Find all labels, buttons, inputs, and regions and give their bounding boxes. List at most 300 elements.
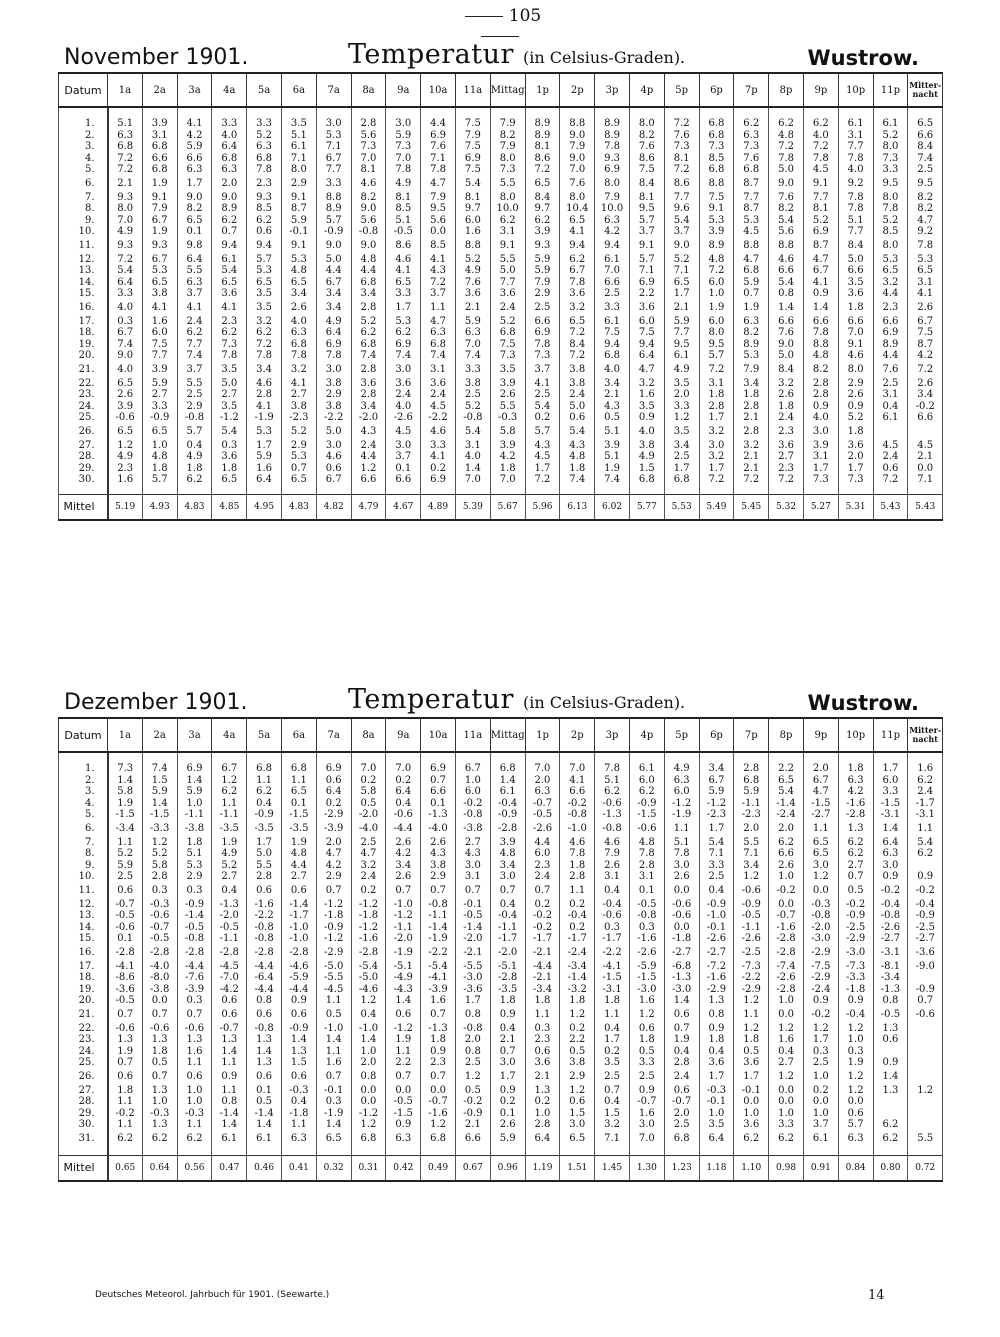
value-cell: 0.3: [108, 316, 143, 328]
value-cell: 3.2: [873, 277, 908, 289]
value-cell: 0.4: [769, 1046, 804, 1058]
value-cell: 3.1: [699, 378, 734, 390]
value-cell: 7.6: [421, 141, 456, 153]
value-cell: 0.7: [595, 1085, 630, 1097]
value-cell: 6.1: [873, 107, 908, 130]
value-cell: 8.0: [108, 203, 143, 215]
value-cell: 8.9: [525, 107, 560, 130]
value-cell: 4.2: [908, 350, 943, 362]
mean-cell: 5.45: [734, 494, 769, 520]
column-header: 9p: [803, 73, 838, 107]
value-cell: 6.7: [212, 752, 247, 775]
value-cell: -0.9: [629, 798, 664, 810]
value-cell: -3.1: [873, 945, 908, 961]
value-cell: 8.6: [629, 153, 664, 165]
value-cell: 5.4: [212, 424, 247, 440]
value-cell: 1.8: [421, 1034, 456, 1046]
value-cell: 2.3: [212, 316, 247, 328]
value-cell: 4.5: [873, 440, 908, 452]
value-cell: 4.8: [281, 265, 316, 277]
value-cell: 0.4: [351, 1007, 386, 1023]
value-cell: 6.2: [247, 786, 282, 798]
value-cell: 0.0: [664, 922, 699, 934]
value-cell: 9.5: [421, 203, 456, 215]
value-cell: -4.4: [177, 961, 212, 973]
value-cell: -1.0: [316, 1023, 351, 1035]
value-cell: 0.9: [212, 1069, 247, 1085]
value-cell: 1.8: [490, 463, 525, 475]
value-cell: 0.7: [421, 1069, 456, 1085]
value-cell: 6.8: [108, 141, 143, 153]
value-cell: -0.1: [734, 1085, 769, 1097]
value-cell: 7.8: [281, 350, 316, 362]
value-cell: 3.0: [386, 440, 421, 452]
value-cell: 8.7: [803, 238, 838, 254]
value-cell: 7.2: [664, 164, 699, 176]
value-cell: 4.4: [316, 265, 351, 277]
value-cell: 0.0: [769, 1085, 804, 1097]
value-cell: -5.1: [490, 961, 525, 973]
value-cell: -1.4: [212, 1108, 247, 1120]
value-cell: 2.5: [873, 378, 908, 390]
value-cell: 9.1: [629, 238, 664, 254]
value-cell: 3.4: [908, 389, 943, 401]
value-cell: 5.3: [386, 316, 421, 328]
value-cell: 0.9: [490, 1085, 525, 1097]
value-cell: -0.4: [560, 910, 595, 922]
value-cell: 8.1: [629, 192, 664, 204]
value-cell: 0.4: [490, 1023, 525, 1035]
value-cell: 1.4: [212, 1046, 247, 1058]
value-cell: -0.2: [525, 910, 560, 922]
value-cell: -0.2: [908, 401, 943, 413]
value-cell: -0.5: [525, 809, 560, 821]
value-cell: 6.3: [664, 775, 699, 787]
value-cell: 6.2: [629, 786, 664, 798]
value-cell: 8.4: [838, 238, 873, 254]
value-cell: -1.6: [769, 922, 804, 934]
value-cell: -2.6: [525, 821, 560, 837]
value-cell: 4.1: [177, 107, 212, 130]
value-cell: -0.3: [177, 1108, 212, 1120]
value-cell: 1.4: [873, 1069, 908, 1085]
value-cell: 8.2: [629, 130, 664, 142]
value-cell: 8.6: [525, 153, 560, 165]
value-cell: -1.5: [803, 798, 838, 810]
value-cell: -8.6: [108, 972, 143, 984]
value-cell: 8.7: [734, 176, 769, 192]
value-cell: 0.6: [281, 1007, 316, 1023]
value-cell: 6.3: [873, 848, 908, 860]
value-cell: 6.6: [455, 1131, 490, 1147]
value-cell: -2.2: [247, 910, 282, 922]
value-cell: -7.6: [177, 972, 212, 984]
value-cell: 7.5: [629, 327, 664, 339]
value-cell: 4.0: [838, 164, 873, 176]
date-cell: 14.: [59, 922, 108, 934]
mean-cell: 0.80: [873, 1155, 908, 1181]
value-cell: -2.3: [699, 809, 734, 821]
value-cell: 7.5: [699, 192, 734, 204]
value-cell: -1.9: [386, 945, 421, 961]
value-cell: 2.4: [421, 389, 456, 401]
date-cell: 21.: [59, 1007, 108, 1023]
value-cell: 6.5: [908, 265, 943, 277]
value-cell: 1.7: [699, 463, 734, 475]
value-cell: 6.8: [734, 164, 769, 176]
date-cell: 13.: [59, 910, 108, 922]
value-cell: 7.9: [595, 192, 630, 204]
value-cell: 0.0: [734, 1096, 769, 1108]
value-cell: 2.5: [455, 389, 490, 401]
value-cell: 9.0: [769, 176, 804, 192]
value-cell: 0.5: [316, 1007, 351, 1023]
value-cell: 9.4: [212, 238, 247, 254]
value-cell: 3.6: [838, 288, 873, 300]
value-cell: 0.2: [490, 1096, 525, 1108]
value-cell: 7.5: [595, 327, 630, 339]
value-cell: 7.1: [595, 1131, 630, 1147]
value-cell: -2.2: [734, 972, 769, 984]
value-cell: -3.8: [177, 821, 212, 837]
value-cell: 4.6: [769, 254, 804, 266]
value-cell: 5.9: [525, 265, 560, 277]
table-row: [59, 362, 943, 378]
value-cell: -2.7: [699, 945, 734, 961]
value-cell: -5.4: [351, 961, 386, 973]
table-row: [59, 412, 943, 424]
column-header: 6p: [699, 718, 734, 752]
value-cell: 1.0: [455, 775, 490, 787]
value-cell: 2.5: [108, 871, 143, 883]
value-cell: 7.8: [908, 238, 943, 254]
value-cell: 8.4: [525, 192, 560, 204]
value-cell: 3.6: [421, 378, 456, 390]
value-cell: 1.2: [212, 775, 247, 787]
value-cell: 1.3: [142, 1119, 177, 1131]
value-cell: 6.2: [838, 837, 873, 849]
value-cell: 3.8: [455, 378, 490, 390]
value-cell: 9.3: [595, 153, 630, 165]
value-cell: 7.8: [664, 848, 699, 860]
mean-cell: 0.96: [490, 1155, 525, 1181]
value-cell: -0.2: [455, 798, 490, 810]
value-cell: 3.9: [699, 226, 734, 238]
value-cell: 0.6: [560, 412, 595, 424]
value-cell: 2.2: [769, 752, 804, 775]
value-cell: 0.4: [490, 899, 525, 911]
value-cell: -4.2: [212, 984, 247, 996]
value-cell: 9.5: [629, 203, 664, 215]
value-cell: 1.7: [664, 288, 699, 300]
column-header: 4a: [212, 73, 247, 107]
value-cell: 3.3: [247, 107, 282, 130]
date-cell: 24.: [59, 1046, 108, 1058]
value-cell: 1.3: [142, 1085, 177, 1097]
value-cell: 0.0: [803, 883, 838, 899]
value-cell: -0.3: [803, 899, 838, 911]
value-cell: 9.0: [351, 238, 386, 254]
value-cell: -0.9: [316, 226, 351, 238]
value-cell: 9.0: [664, 238, 699, 254]
value-cell: -2.8: [142, 945, 177, 961]
table-row: [59, 327, 943, 339]
value-cell: 4.1: [560, 226, 595, 238]
table-row: [59, 995, 943, 1007]
value-cell: 6.5: [142, 424, 177, 440]
value-cell: 8.4: [629, 176, 664, 192]
date-cell: 20.: [59, 995, 108, 1007]
value-cell: 6.3: [734, 316, 769, 328]
mean-cell: 5.19: [108, 494, 143, 520]
value-cell: 1.3: [247, 1034, 282, 1046]
value-cell: 1.8: [560, 463, 595, 475]
value-cell: 1.5: [142, 775, 177, 787]
value-cell: -0.8: [803, 910, 838, 922]
value-cell: 0.6: [664, 1007, 699, 1023]
value-cell: 3.5: [247, 300, 282, 316]
column-header: 3p: [595, 73, 630, 107]
value-cell: 3.4: [247, 362, 282, 378]
value-cell: [908, 1057, 943, 1069]
value-cell: 7.8: [525, 339, 560, 351]
value-cell: -2.2: [421, 945, 456, 961]
value-cell: 6.3: [177, 277, 212, 289]
value-cell: 5.3: [734, 350, 769, 362]
value-cell: 0.7: [421, 1007, 456, 1023]
value-cell: -1.8: [281, 1108, 316, 1120]
value-cell: 1.2: [455, 1069, 490, 1085]
value-cell: -1.2: [386, 910, 421, 922]
value-cell: 1.2: [838, 1069, 873, 1085]
value-cell: -2.1: [525, 945, 560, 961]
value-cell: -5.5: [455, 961, 490, 973]
column-header: 1p: [525, 73, 560, 107]
value-cell: 0.7: [212, 226, 247, 238]
table-row: [59, 1131, 943, 1147]
table-row: [59, 1023, 943, 1035]
value-cell: -0.1: [699, 922, 734, 934]
date-cell: 10.: [59, 871, 108, 883]
value-cell: 7.0: [455, 339, 490, 351]
value-cell: 6.2: [595, 786, 630, 798]
value-cell: 3.4: [699, 752, 734, 775]
value-cell: 1.8: [769, 401, 804, 413]
value-cell: -2.9: [699, 984, 734, 996]
value-cell: -0.3: [490, 412, 525, 424]
value-cell: 7.4: [386, 350, 421, 362]
value-cell: 0.4: [699, 883, 734, 899]
value-cell: 3.5: [629, 401, 664, 413]
value-cell: -5.1: [386, 961, 421, 973]
value-cell: 0.6: [525, 1046, 560, 1058]
value-cell: 5.1: [838, 215, 873, 227]
value-cell: 9.4: [595, 238, 630, 254]
value-cell: 8.9: [699, 238, 734, 254]
value-cell: -0.7: [629, 1096, 664, 1108]
value-cell: -2.3: [281, 412, 316, 424]
column-header: 11p: [873, 73, 908, 107]
mean-cell: 4.85: [212, 494, 247, 520]
value-cell: 5.0: [769, 164, 804, 176]
value-cell: 3.3: [455, 362, 490, 378]
value-cell: 6.1: [595, 254, 630, 266]
value-cell: 6.5: [560, 316, 595, 328]
value-cell: 3.4: [351, 288, 386, 300]
value-cell: 0.1: [629, 883, 664, 899]
value-cell: 0.4: [212, 883, 247, 899]
value-cell: 6.2: [386, 327, 421, 339]
value-cell: 6.9: [525, 327, 560, 339]
value-cell: 7.0: [386, 153, 421, 165]
value-cell: -1.1: [421, 910, 456, 922]
value-cell: -4.0: [421, 821, 456, 837]
value-cell: 5.4: [908, 837, 943, 849]
value-cell: 6.1: [212, 254, 247, 266]
value-cell: 2.5: [351, 837, 386, 849]
value-cell: -1.7: [525, 933, 560, 945]
value-cell: 2.1: [734, 412, 769, 424]
value-cell: 7.7: [142, 350, 177, 362]
value-cell: -1.8: [664, 933, 699, 945]
value-cell: 3.5: [212, 362, 247, 378]
value-cell: 5.9: [664, 316, 699, 328]
value-cell: 3.0: [873, 860, 908, 872]
mean-cell: 4.89: [421, 494, 456, 520]
value-cell: 3.5: [281, 107, 316, 130]
mean-cell: 0.49: [421, 1155, 456, 1181]
value-cell: -1.5: [386, 1108, 421, 1120]
value-cell: 1.3: [177, 1034, 212, 1046]
value-cell: -4.6: [281, 961, 316, 973]
value-cell: 6.8: [247, 752, 282, 775]
value-cell: 6.0: [699, 316, 734, 328]
value-cell: 3.1: [455, 440, 490, 452]
date-cell: 31.: [59, 1131, 108, 1147]
value-cell: 6.5: [281, 474, 316, 486]
value-cell: 2.1: [908, 451, 943, 463]
value-cell: 5.2: [803, 215, 838, 227]
value-cell: 3.4: [734, 378, 769, 390]
value-cell: 0.9: [386, 1119, 421, 1131]
value-cell: 6.2: [908, 775, 943, 787]
value-cell: 6.1: [212, 1131, 247, 1147]
value-cell: -0.9: [734, 899, 769, 911]
value-cell: 6.8: [699, 164, 734, 176]
value-cell: 0.5: [560, 1046, 595, 1058]
value-cell: 6.6: [769, 265, 804, 277]
value-cell: 5.3: [908, 254, 943, 266]
value-cell: 7.9: [525, 277, 560, 289]
value-cell: 7.2: [108, 153, 143, 165]
value-cell: 6.4: [525, 1131, 560, 1147]
value-cell: 8.1: [455, 192, 490, 204]
value-cell: -3.3: [838, 972, 873, 984]
value-cell: 1.2: [351, 463, 386, 475]
value-cell: 0.6: [664, 1085, 699, 1097]
value-cell: 5.0: [247, 848, 282, 860]
mean-cell: 4.83: [281, 494, 316, 520]
value-cell: 2.4: [386, 389, 421, 401]
value-cell: 5.3: [177, 860, 212, 872]
value-cell: 0.2: [803, 1085, 838, 1097]
value-cell: 1.9: [212, 837, 247, 849]
value-cell: 3.8: [142, 288, 177, 300]
mean-cell: 0.46: [247, 1155, 282, 1181]
value-cell: 1.6: [421, 995, 456, 1007]
value-cell: -1.2: [664, 798, 699, 810]
value-cell: -1.6: [699, 972, 734, 984]
value-cell: -1.5: [281, 809, 316, 821]
value-cell: 7.2: [247, 339, 282, 351]
value-cell: 1.4: [490, 775, 525, 787]
value-cell: 0.0: [421, 226, 456, 238]
value-cell: 1.4: [664, 995, 699, 1007]
value-cell: 2.8: [525, 1119, 560, 1131]
value-cell: -0.9: [699, 899, 734, 911]
value-cell: -0.8: [421, 899, 456, 911]
value-cell: 2.0: [316, 837, 351, 849]
value-cell: 1.2: [803, 1023, 838, 1035]
value-cell: 5.8: [108, 786, 143, 798]
november-table: [58, 72, 943, 521]
value-cell: 0.2: [386, 775, 421, 787]
column-header: 4a: [212, 718, 247, 752]
value-cell: 1.3: [212, 1034, 247, 1046]
value-cell: 9.5: [908, 176, 943, 192]
value-cell: -2.0: [455, 933, 490, 945]
value-cell: 2.0: [664, 1108, 699, 1120]
value-cell: 4.5: [734, 226, 769, 238]
value-cell: 3.4: [386, 860, 421, 872]
value-cell: -0.8: [455, 412, 490, 424]
table-row: [59, 141, 943, 153]
value-cell: -2.2: [316, 412, 351, 424]
value-cell: 4.2: [386, 848, 421, 860]
table-row: [59, 277, 943, 289]
value-cell: 6.6: [803, 316, 838, 328]
value-cell: -1.6: [247, 899, 282, 911]
value-cell: 3.4: [664, 440, 699, 452]
value-cell: 1.6: [142, 316, 177, 328]
value-cell: -0.5: [386, 1096, 421, 1108]
value-cell: 0.7: [421, 883, 456, 899]
value-cell: 1.2: [734, 871, 769, 883]
value-cell: -2.0: [351, 809, 386, 821]
value-cell: 2.3: [525, 860, 560, 872]
value-cell: 0.3: [212, 440, 247, 452]
value-cell: 4.4: [281, 860, 316, 872]
value-cell: 5.1: [281, 130, 316, 142]
value-cell: 3.2: [595, 1119, 630, 1131]
value-cell: 4.9: [629, 451, 664, 463]
value-cell: 3.3: [108, 288, 143, 300]
value-cell: 6.5: [108, 424, 143, 440]
value-cell: 6.6: [838, 316, 873, 328]
value-cell: -1.4: [560, 972, 595, 984]
value-cell: 6.8: [629, 474, 664, 486]
value-cell: -1.2: [699, 798, 734, 810]
value-cell: -0.7: [212, 1023, 247, 1035]
value-cell: 6.6: [769, 848, 804, 860]
value-cell: -0.7: [142, 922, 177, 934]
value-cell: 5.7: [629, 215, 664, 227]
value-cell: 6.0: [699, 277, 734, 289]
value-cell: 5.6: [351, 130, 386, 142]
value-cell: 7.2: [699, 474, 734, 486]
value-cell: 6.5: [560, 1131, 595, 1147]
value-cell: 8.9: [212, 203, 247, 215]
